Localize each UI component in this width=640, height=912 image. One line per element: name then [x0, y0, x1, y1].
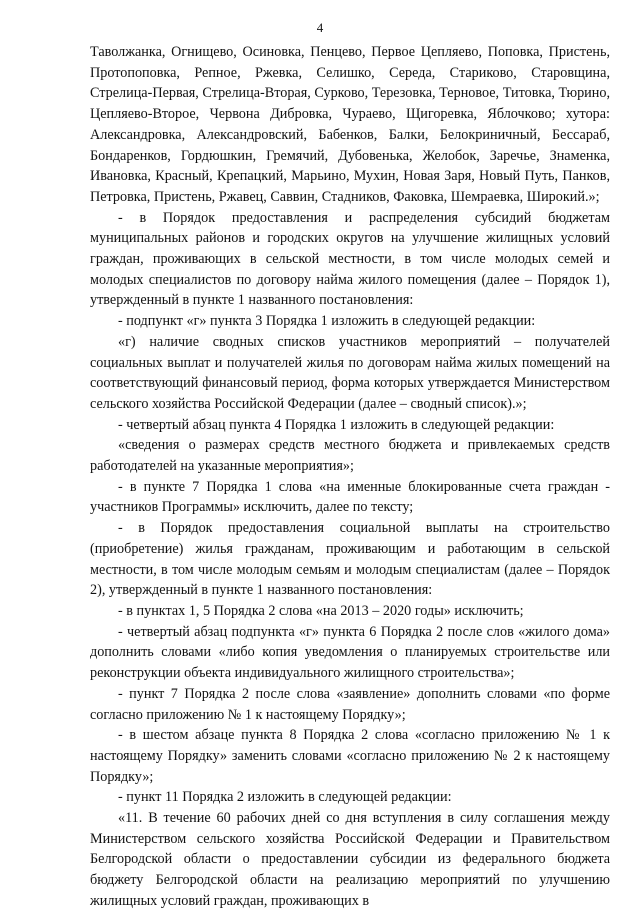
- paragraph: - четвертый абзац подпункта «г» пункта 6 Порядка 2 после слов «жилого дома» дополнить словами «либо копия уведомления о планируемых строительстве или реконструкции объекта индивидуального жилищного строительства»;: [90, 623, 610, 682]
- paragraph: - в Порядок предоставления социальной выплаты на строительство (приобретение) жилья гражданам, проживающим и работающим в сельской местности, в том числе молодым семьям и молодым специалистам (далее – Порядок 2), утвержденный в пункте 1 названного постановления:: [90, 520, 610, 599]
- document-body: [90, 42, 610, 912]
- paragraph: - пункт 11 Порядка 2 изложить в следующей редакции:: [118, 789, 452, 806]
- paragraph: - пункт 7 Порядка 2 после слова «заявление» дополнить словами «по форме согласно приложению № 1 к настоящему Порядку»;: [90, 685, 610, 723]
- paragraph: - в пунктах 1, 5 Порядка 2 слова «на 2013 – 2020 годы» исключить;: [118, 602, 524, 619]
- paragraph: «сведения о размерах средств местного бюджета и привлекаемых средств работодателей на указанные мероприятия»;: [90, 437, 610, 475]
- paragraph: - в Порядок предоставления и распределения субсидий бюджетам муниципальных районов и городских округов на улучшение жилищных условий граждан, проживающих в сельской местности, в том числе молодых семей и молодых специалистов по договору найма жилого помещения (далее – Порядок 1), утвержденный в пункте 1 названного постановления:: [90, 209, 610, 309]
- paragraph: - в шестом абзаце пункта 8 Порядка 2 слова «согласно приложению № 1 к настоящему Порядку» заменить словами «согласно приложению № 2 к настоящему Порядку»;: [90, 727, 610, 785]
- paragraph: «11. В течение 60 рабочих дней со дня вступления в силу соглашения между Министерством сельского хозяйства Российской Федерации и Правительством Белгородской области о предоставлении субсидии из федерального бюджета бюджету Белгородской области на реализацию мероприятий по улучшению жилищных условий граждан, проживающих в: [90, 810, 610, 909]
- page-number: 4: [316, 20, 324, 35]
- paragraph: - в пункте 7 Порядка 1 слова «на именные блокированные счета граждан - участников Программы» исключить, далее по тексту;: [90, 478, 610, 516]
- paragraph: - подпункт «г» пункта 3 Порядка 1 изложить в следующей редакции:: [118, 313, 536, 330]
- paragraph: Таволжанка, Огнищево, Осиновка, Пенцево, Первое Цепляево, Поповка, Пристень, Протопоповка, Репное, Ржевка, Селишко, Середа, Стариково, Старовщина, Стрелица-Первая, Стрелица-Вторая, Сурково, Терезовка, Терновое, Титовка, Тюрино, Цепляево-Второе, Червона Дибровка, Чураево, Щигоревка, Яблочково; хутора: Александровка, Александровский, Бабенков, Балки, Белокриничный, Бессараб, Бондаренков, Гордюшкин, Гремячий, Дубовенька, Желобок, Заречье, Знаменка, Ивановка, Красный, Крепацкий, Марьино, Мухин, Новая Заря, Новый Путь, Панков, Петровка, Пристень, Ржавец, Саввин, Стадников, Факовка, Шемраевка, Широкий.»;: [90, 44, 610, 205]
- paragraph: - четвертый абзац пункта 4 Порядка 1 изложить в следующей редакции:: [118, 416, 555, 433]
- paragraph: «г) наличие сводных списков участников мероприятий – получателей социальных выплат и получателей жилья по договорам найма жилых помещений на соответствующий финансовый период, форма которых утверждается Министерством сельского хозяйства Российской Федерации (далее – сводный список).»;: [90, 333, 610, 412]
